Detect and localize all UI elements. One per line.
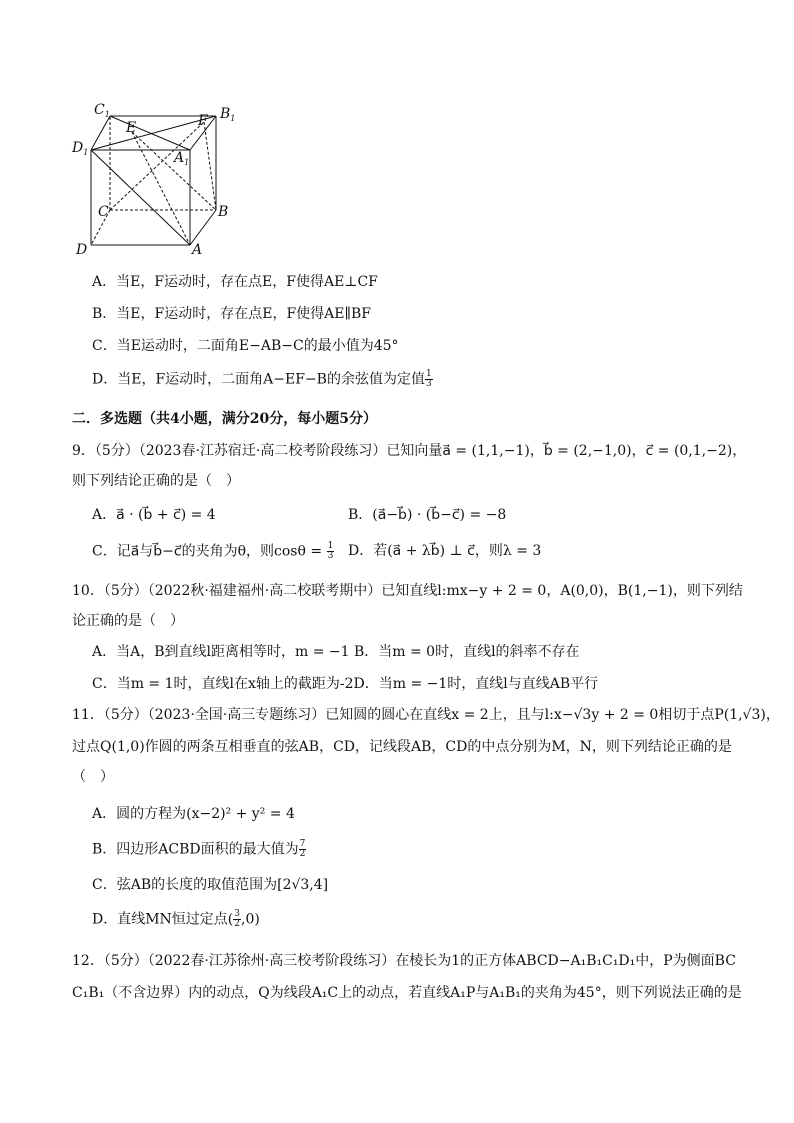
q8-option-b: B．当E，F运动时，存在点E，F使得AE∥BF	[92, 306, 371, 322]
label-E: E	[126, 120, 137, 136]
q9-option-b: B．(a⃗−b⃗) · (b⃗−c⃗) = −8	[348, 507, 507, 523]
q11-b-fraction: $\frac{7}{2}$	[299, 839, 306, 859]
q8-option-a: A．当E，F运动时，存在点E，F使得AE⊥CF	[92, 274, 378, 290]
edge-A-B	[190, 210, 216, 245]
label-F: F	[198, 113, 208, 129]
q12-stem-line-2: C₁B₁（不含边界）内的动点，Q为线段A₁C上的动点，若直线A₁P与A₁B₁的夹角为45°，则下列说法正确的是	[72, 985, 742, 1001]
q9-option-c: C．记a⃗与b⃗−c⃗的夹角为θ，则cosθ = $\frac{1}{3}$	[92, 541, 334, 561]
line-E-A	[132, 132, 190, 245]
q9-c-fraction: $\frac{1}{3}$	[327, 541, 334, 561]
q11-stem-line-2: 过点Q(1,0)作圆的两条互相垂直的弦AB，CD，记线段AB，CD的中点分别为M，N，则下列结论正确的是	[72, 739, 732, 755]
q11-option-a: A．圆的方程为(x−2)² + y² = 4	[92, 806, 295, 822]
diagonal-C1-A1	[110, 116, 190, 150]
q11-option-b: B．四边形ACBD面积的最大值为 $\frac{7}{2}$	[92, 839, 306, 859]
line-F-B	[204, 122, 216, 210]
label-D: D	[76, 242, 88, 258]
edge-C1-D1	[91, 116, 110, 150]
svg-text:B1: $B_1$	[220, 106, 236, 123]
label-B1: B	[220, 106, 231, 122]
q9-option-a: A．a⃗ · (b⃗ + c⃗) = 4	[92, 507, 216, 523]
svg-text:A1: $A_1$	[174, 150, 190, 167]
q11-stem-line-1: 11．（5分）（2023·全国·高三专题练习）已知圆的圆心在直线x = 2上，且与l:x−√3y + 2 = 0相切于点P(1,√3)，	[72, 707, 780, 723]
cube-figure	[66, 92, 246, 262]
q8-option-d: D．当E，F运动时，二面角A−EF−B的余弦值为定值 $\frac{1}{3}$	[92, 369, 432, 389]
svg-text:C1: $C_1$	[94, 102, 110, 119]
label-D1: D	[72, 140, 84, 156]
q8-d-fraction: $\frac{1}{3}$	[425, 369, 432, 389]
label-A1: A	[174, 150, 185, 166]
q10-options-cd: C．当m = 1时，直线l在x轴上的截距为-2D．当m = −1时，直线l与直线AB平行	[92, 676, 599, 692]
q11-option-d: D．直线MN恒过定点( $\frac{3}{2}$ ,0)	[92, 909, 260, 929]
q12-stem-line-1: 12．（5分）（2022春·江苏徐州·高三校考阶段练习）在棱长为1的正方体ABCD−A₁B₁C₁D₁中，P为侧面BC	[72, 953, 736, 969]
label-A: A	[192, 242, 203, 258]
label-B: B	[218, 204, 229, 220]
q11-d-fraction: $\frac{3}{2}$	[234, 909, 241, 929]
svg-text:D1: $D_1$	[72, 140, 89, 157]
q11-stem-line-3: （ ）	[72, 769, 114, 785]
q10-options-ab: A．当A，B到直线l距离相等时，m = −1 B．当m = 0时，直线l的斜率不存在	[92, 644, 580, 660]
label-C: C	[98, 204, 109, 220]
q10-stem-line-1: 10．（5分）（2022秋·福建福州·高二校联考期中）已知直线l:mx−y + 2 = 0，A(0,0)，B(1,−1)，则下列结	[72, 583, 743, 599]
q9-stem-line-2: 则下列结论正确的是（ ）	[72, 473, 240, 489]
q9-stem-line-1: 9．（5分）（2023春·江苏宿迁·高二校考阶段练习）已知向量a⃗ = (1,1,−1)，b⃗ = (2,−1,0)，c⃗ = (0,1,−2)，	[72, 443, 747, 459]
q11-option-c: C．弦AB的长度的取值范围为[2√3,4]	[92, 877, 329, 893]
q8-option-c: C．当E运动时，二面角E−AB−C的最小值为45°	[92, 338, 399, 354]
section-title: 二．多选题（共4小题，满分20分，每小题5分）	[72, 411, 377, 427]
q9-option-d: D．若(a⃗ + λb⃗) ⊥ c⃗，则λ = 3	[348, 543, 542, 559]
label-C1: C	[94, 102, 105, 118]
q10-stem-line-2: 论正确的是（ ）	[72, 613, 184, 629]
